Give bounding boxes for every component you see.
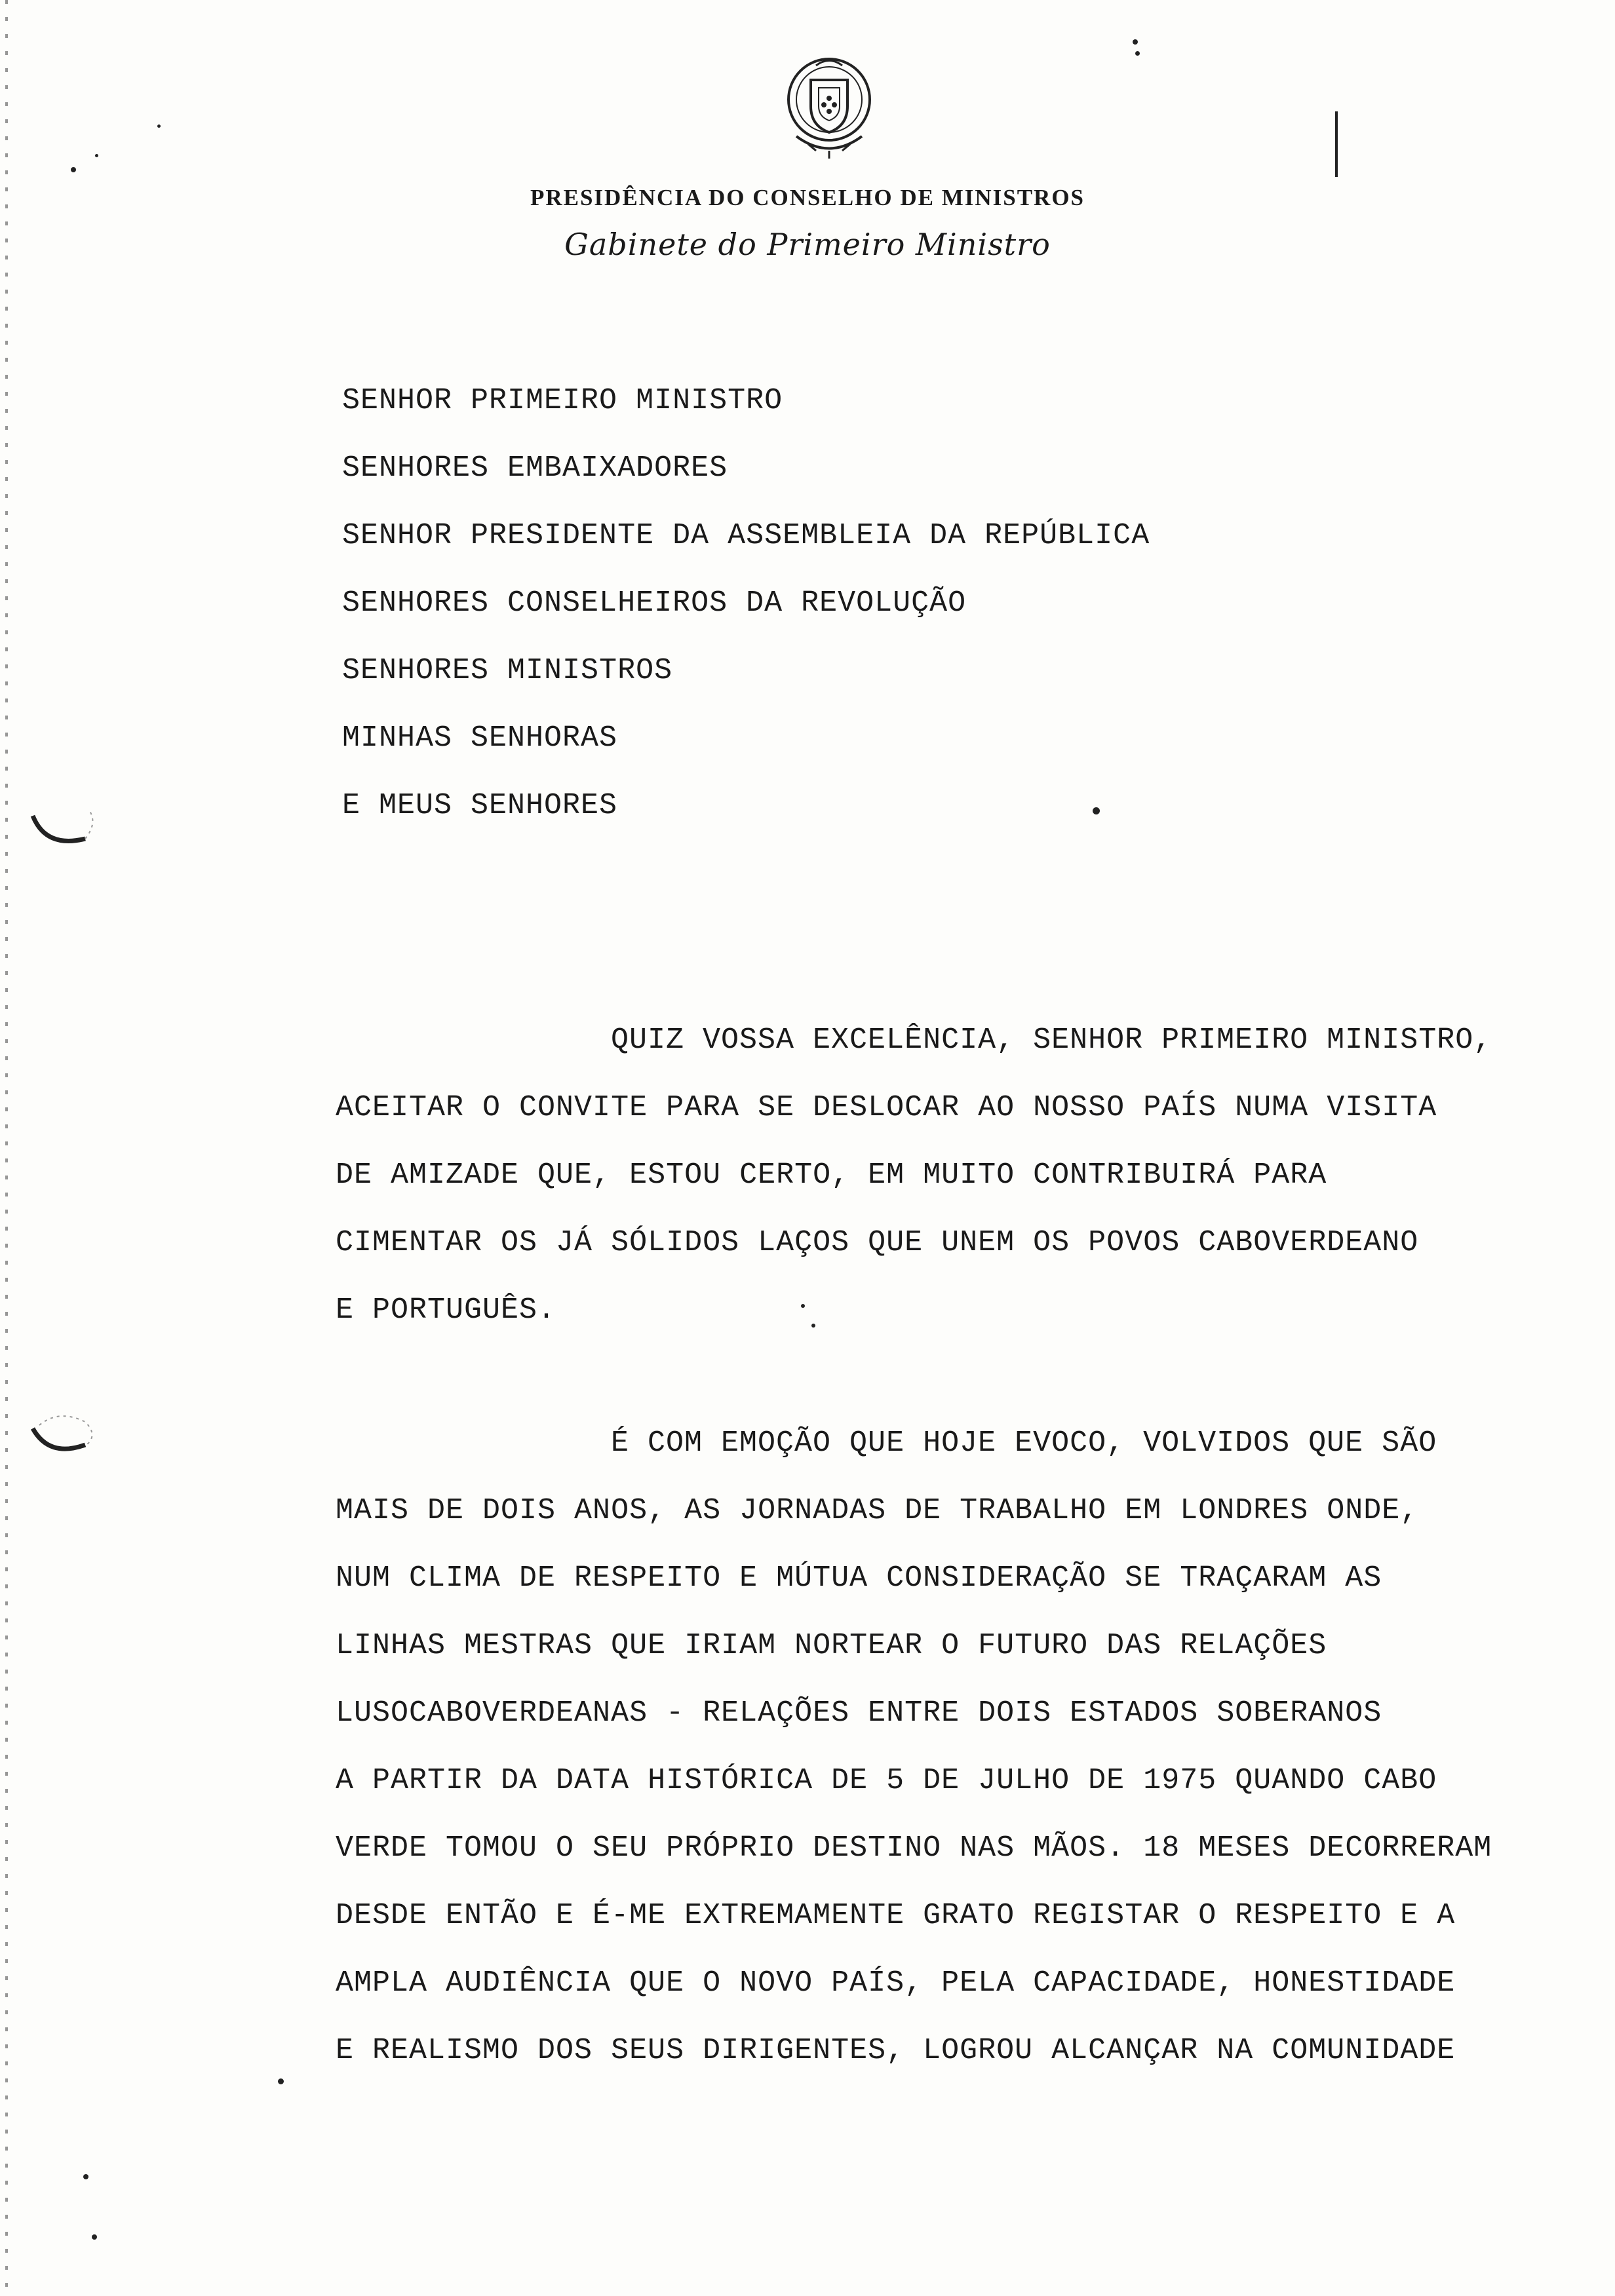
scan-speck	[83, 2174, 88, 2179]
scan-speck	[92, 2234, 97, 2240]
punch-hole-mark	[26, 1409, 98, 1468]
paragraph-line: AMPLA AUDIÊNCIA QUE O NOVO PAÍS, PELA CAPACIDADE, HONESTIDADE	[336, 1966, 1456, 2000]
salutation-list	[342, 383, 1150, 855]
salutation-line: SENHORES EMBAIXADORES	[342, 451, 728, 485]
binding-edge-marks	[5, 0, 8, 2296]
organization-name: PRESIDÊNCIA DO CONSELHO DE MINISTROS	[530, 185, 1085, 210]
paragraph-line: É COM EMOÇÃO QUE HOJE EVOCO, VOLVIDOS QUE SÃO	[611, 1426, 1437, 1460]
paragraph-line: VERDE TOMOU O SEU PRÓPRIO DESTINO NAS MÃOS. 18 MESES DECORRERAM	[336, 1831, 1492, 1865]
margin-pen-mark	[1335, 111, 1338, 177]
scan-speck	[1133, 39, 1138, 45]
paragraph-line: E PORTUGUÊS.	[336, 1293, 556, 1327]
department-name: Gabinete do Primeiro Ministro	[564, 227, 1051, 262]
paragraph-line: E REALISMO DOS SEUS DIRIGENTES, LOGROU ALCANÇAR NA COMUNIDADE	[336, 2034, 1456, 2067]
body-paragraph-1	[336, 1022, 1492, 1360]
salutation-line: SENHORES CONSELHEIROS DA REVOLUÇÃO	[342, 586, 967, 620]
salutation-line: SENHORES MINISTROS	[342, 654, 673, 687]
scan-speck	[71, 167, 76, 172]
salutation-line: SENHOR PRESIDENTE DA ASSEMBLEIA DA REPÚBLICA	[342, 519, 1150, 552]
salutation-line: SENHOR PRIMEIRO MINISTRO	[342, 384, 783, 417]
paragraph-line: CIMENTAR OS JÁ SÓLIDOS LAÇOS QUE UNEM OS POVOS CABOVERDEANO	[336, 1226, 1419, 1259]
salutation-line: MINHAS SENHORAS	[342, 721, 618, 755]
portuguese-coat-of-arms-icon	[770, 46, 888, 164]
paragraph-line: A PARTIR DA DATA HISTÓRICA DE 5 DE JULHO DE 1975 QUANDO CABO	[336, 1764, 1437, 1797]
paragraph-line: NUM CLIMA DE RESPEITO E MÚTUA CONSIDERAÇÃO SE TRAÇARAM AS	[336, 1561, 1382, 1595]
punch-hole-mark	[26, 803, 98, 862]
paragraph-line: LUSOCABOVERDEANAS - RELAÇÕES ENTRE DOIS ESTADOS SOBERANOS	[336, 1696, 1382, 1730]
paragraph-line: ACEITAR O CONVITE PARA SE DESLOCAR AO NOSSO PAÍS NUMA VISITA	[336, 1091, 1437, 1124]
scan-speck	[95, 154, 98, 157]
salutation-line: E MEUS SENHORES	[342, 789, 618, 822]
paragraph-line: QUIZ VOSSA EXCELÊNCIA, SENHOR PRIMEIRO MINISTRO,	[611, 1024, 1492, 1057]
paragraph-line: LINHAS MESTRAS QUE IRIAM NORTEAR O FUTURO DAS RELAÇÕES	[336, 1629, 1327, 1662]
scan-speck	[157, 124, 161, 128]
scan-speck	[278, 2078, 284, 2084]
scan-speck	[1135, 51, 1140, 56]
paragraph-line: DESDE ENTÃO E É-ME EXTREMAMENTE GRATO REGISTAR O RESPEITO E A	[336, 1899, 1456, 1932]
body-paragraph-2	[336, 1425, 1492, 2100]
paragraph-line: DE AMIZADE QUE, ESTOU CERTO, EM MUITO CONTRIBUIRÁ PARA	[336, 1158, 1327, 1192]
paragraph-line: MAIS DE DOIS ANOS, AS JORNADAS DE TRABALHO EM LONDRES ONDE,	[336, 1494, 1419, 1527]
